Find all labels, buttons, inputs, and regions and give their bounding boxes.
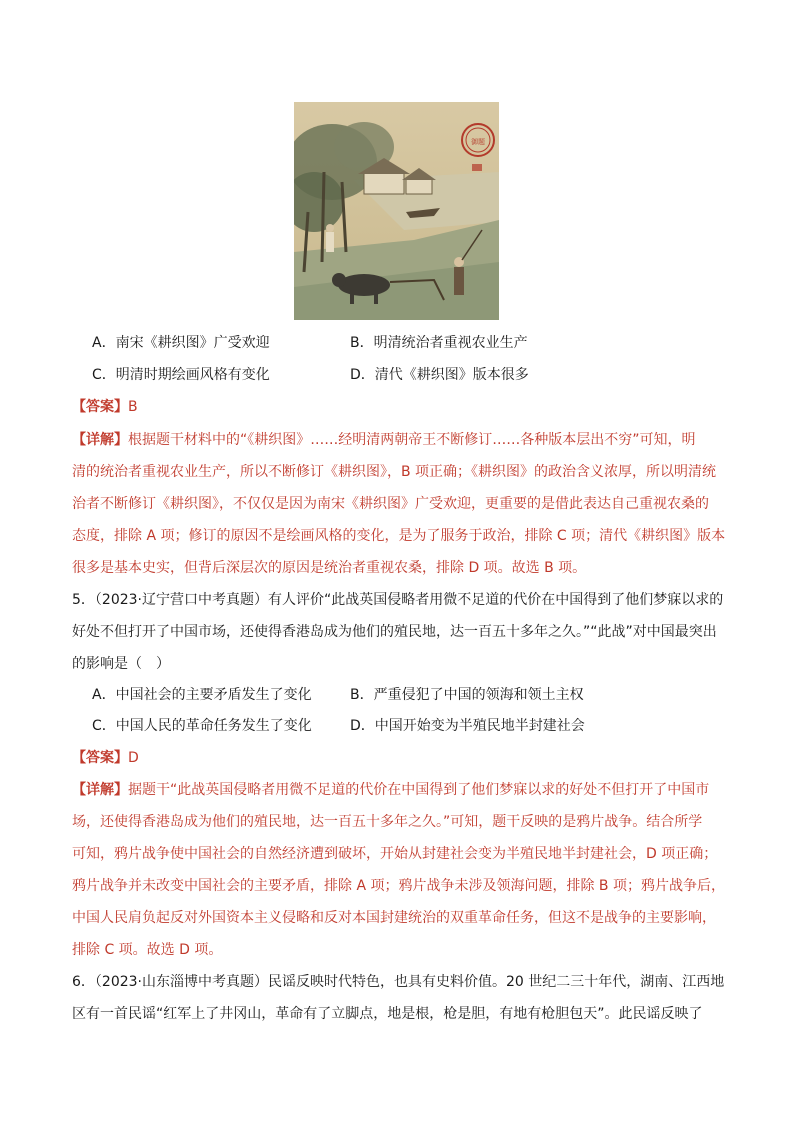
q6-stem-line: 6．（2023·山东淄博中考真题）民谣反映时代特色，也具有史料价值。20 世纪二三十年代，湖南、江西地 — [72, 974, 725, 990]
gengzhi-painting-image — [294, 102, 499, 320]
q4-option-b: B．明清统治者重视农业生产 — [350, 335, 528, 351]
detail-tag: 【详解】 — [72, 432, 128, 448]
q6-stem-line: 区有一首民谣“红军上了井冈山，革命有了立脚点，地是根，枪是胆，有地有枪胆包天”。此民谣反映了 — [72, 1006, 703, 1022]
q5-stem-line: 好处不但打开了中国市场，还使得香港岛成为他们的殖民地，达一百五十多年之久。”“此战”对中国最突出 — [72, 624, 717, 640]
q5-option-a: A．中国社会的主要矛盾发生了变化 — [92, 687, 312, 703]
q4-option-d: D．清代《耕织图》版本很多 — [350, 367, 529, 383]
q5-option-b: B．严重侵犯了中国的领海和领土主权 — [350, 687, 584, 703]
answer-tag: 【答案】 — [72, 399, 128, 415]
q5-stem-line: 的影响是（ ） — [72, 656, 170, 672]
detail-tag: 【详解】 — [72, 782, 128, 798]
q4-option-c: C．明清时期绘画风格有变化 — [92, 367, 270, 383]
answer-value: B — [128, 399, 138, 415]
q5-detail-line: 可知，鸦片战争使中国社会的自然经济遭到破坏，开始从封建社会变为半殖民地半封建社会，D 项正确； — [72, 846, 718, 862]
q5-answer — [72, 748, 139, 768]
q5-detail-line: 排除 C 项。故选 D 项。 — [72, 942, 223, 958]
q5-detail-line: 场，还使得香港岛成为他们的殖民地，达一百五十多年之久。”可知，题干反映的是鸦片战争。结合所学 — [72, 814, 703, 830]
q5-detail-line: 鸦片战争并未改变中国社会的主要矛盾，排除 A 项；鸦片战争未涉及领海问题，排除 B 项；鸦片战争后， — [72, 878, 725, 894]
svg-text:御题: 御题 — [471, 138, 485, 146]
q4-detail-line: 态度，排除 A 项；修订的原因不是绘画风格的变化，是为了服务于政治，排除 C 项；清代《耕织图》版本 — [72, 528, 726, 544]
answer-value: D — [128, 750, 139, 766]
q4-option-a: A．南宋《耕织图》广受欢迎 — [92, 335, 270, 351]
q4-detail-line: 清的统治者重视农业生产，所以不断修订《耕织图》，B 项正确；《耕织图》的政治含义浓厚，所以明清统 — [72, 464, 717, 480]
answer-tag: 【答案】 — [72, 750, 128, 766]
q4-answer — [72, 397, 138, 417]
q5-stem-line: 5．（2023·辽宁营口中考真题）有人评价“此战英国侵略者用微不足道的代价在中国得到了他们梦寐以求的 — [72, 592, 724, 608]
q5-option-d: D．中国开始变为半殖民地半封建社会 — [350, 718, 585, 734]
q4-detail-line: 很多是基本史实，但背后深层次的原因是统治者重视农桑，排除 D 项。故选 B 项。 — [72, 560, 587, 576]
q5-detail-line: 中国人民肩负起反对外国资本主义侵略和反对本国封建统治的双重革命任务，但这不是战争的主要影响， — [72, 910, 716, 926]
q4-detail-line: 治者不断修订《耕织图》，不仅仅是因为南宋《耕织图》广受欢迎，更重要的是借此表达自己重视农桑的 — [72, 496, 709, 512]
q5-option-c: C．中国人民的革命任务发生了变化 — [92, 718, 312, 734]
q4-detail-line: 【详解】根据题干材料中的“《耕织图》……经明清两朝帝王不断修订……各种版本层出不穷”可知，明 — [72, 432, 696, 448]
q5-detail-line: 【详解】据题干“此战英国侵略者用微不足道的代价在中国得到了他们梦寐以求的好处不但打开了中国市 — [72, 782, 710, 798]
